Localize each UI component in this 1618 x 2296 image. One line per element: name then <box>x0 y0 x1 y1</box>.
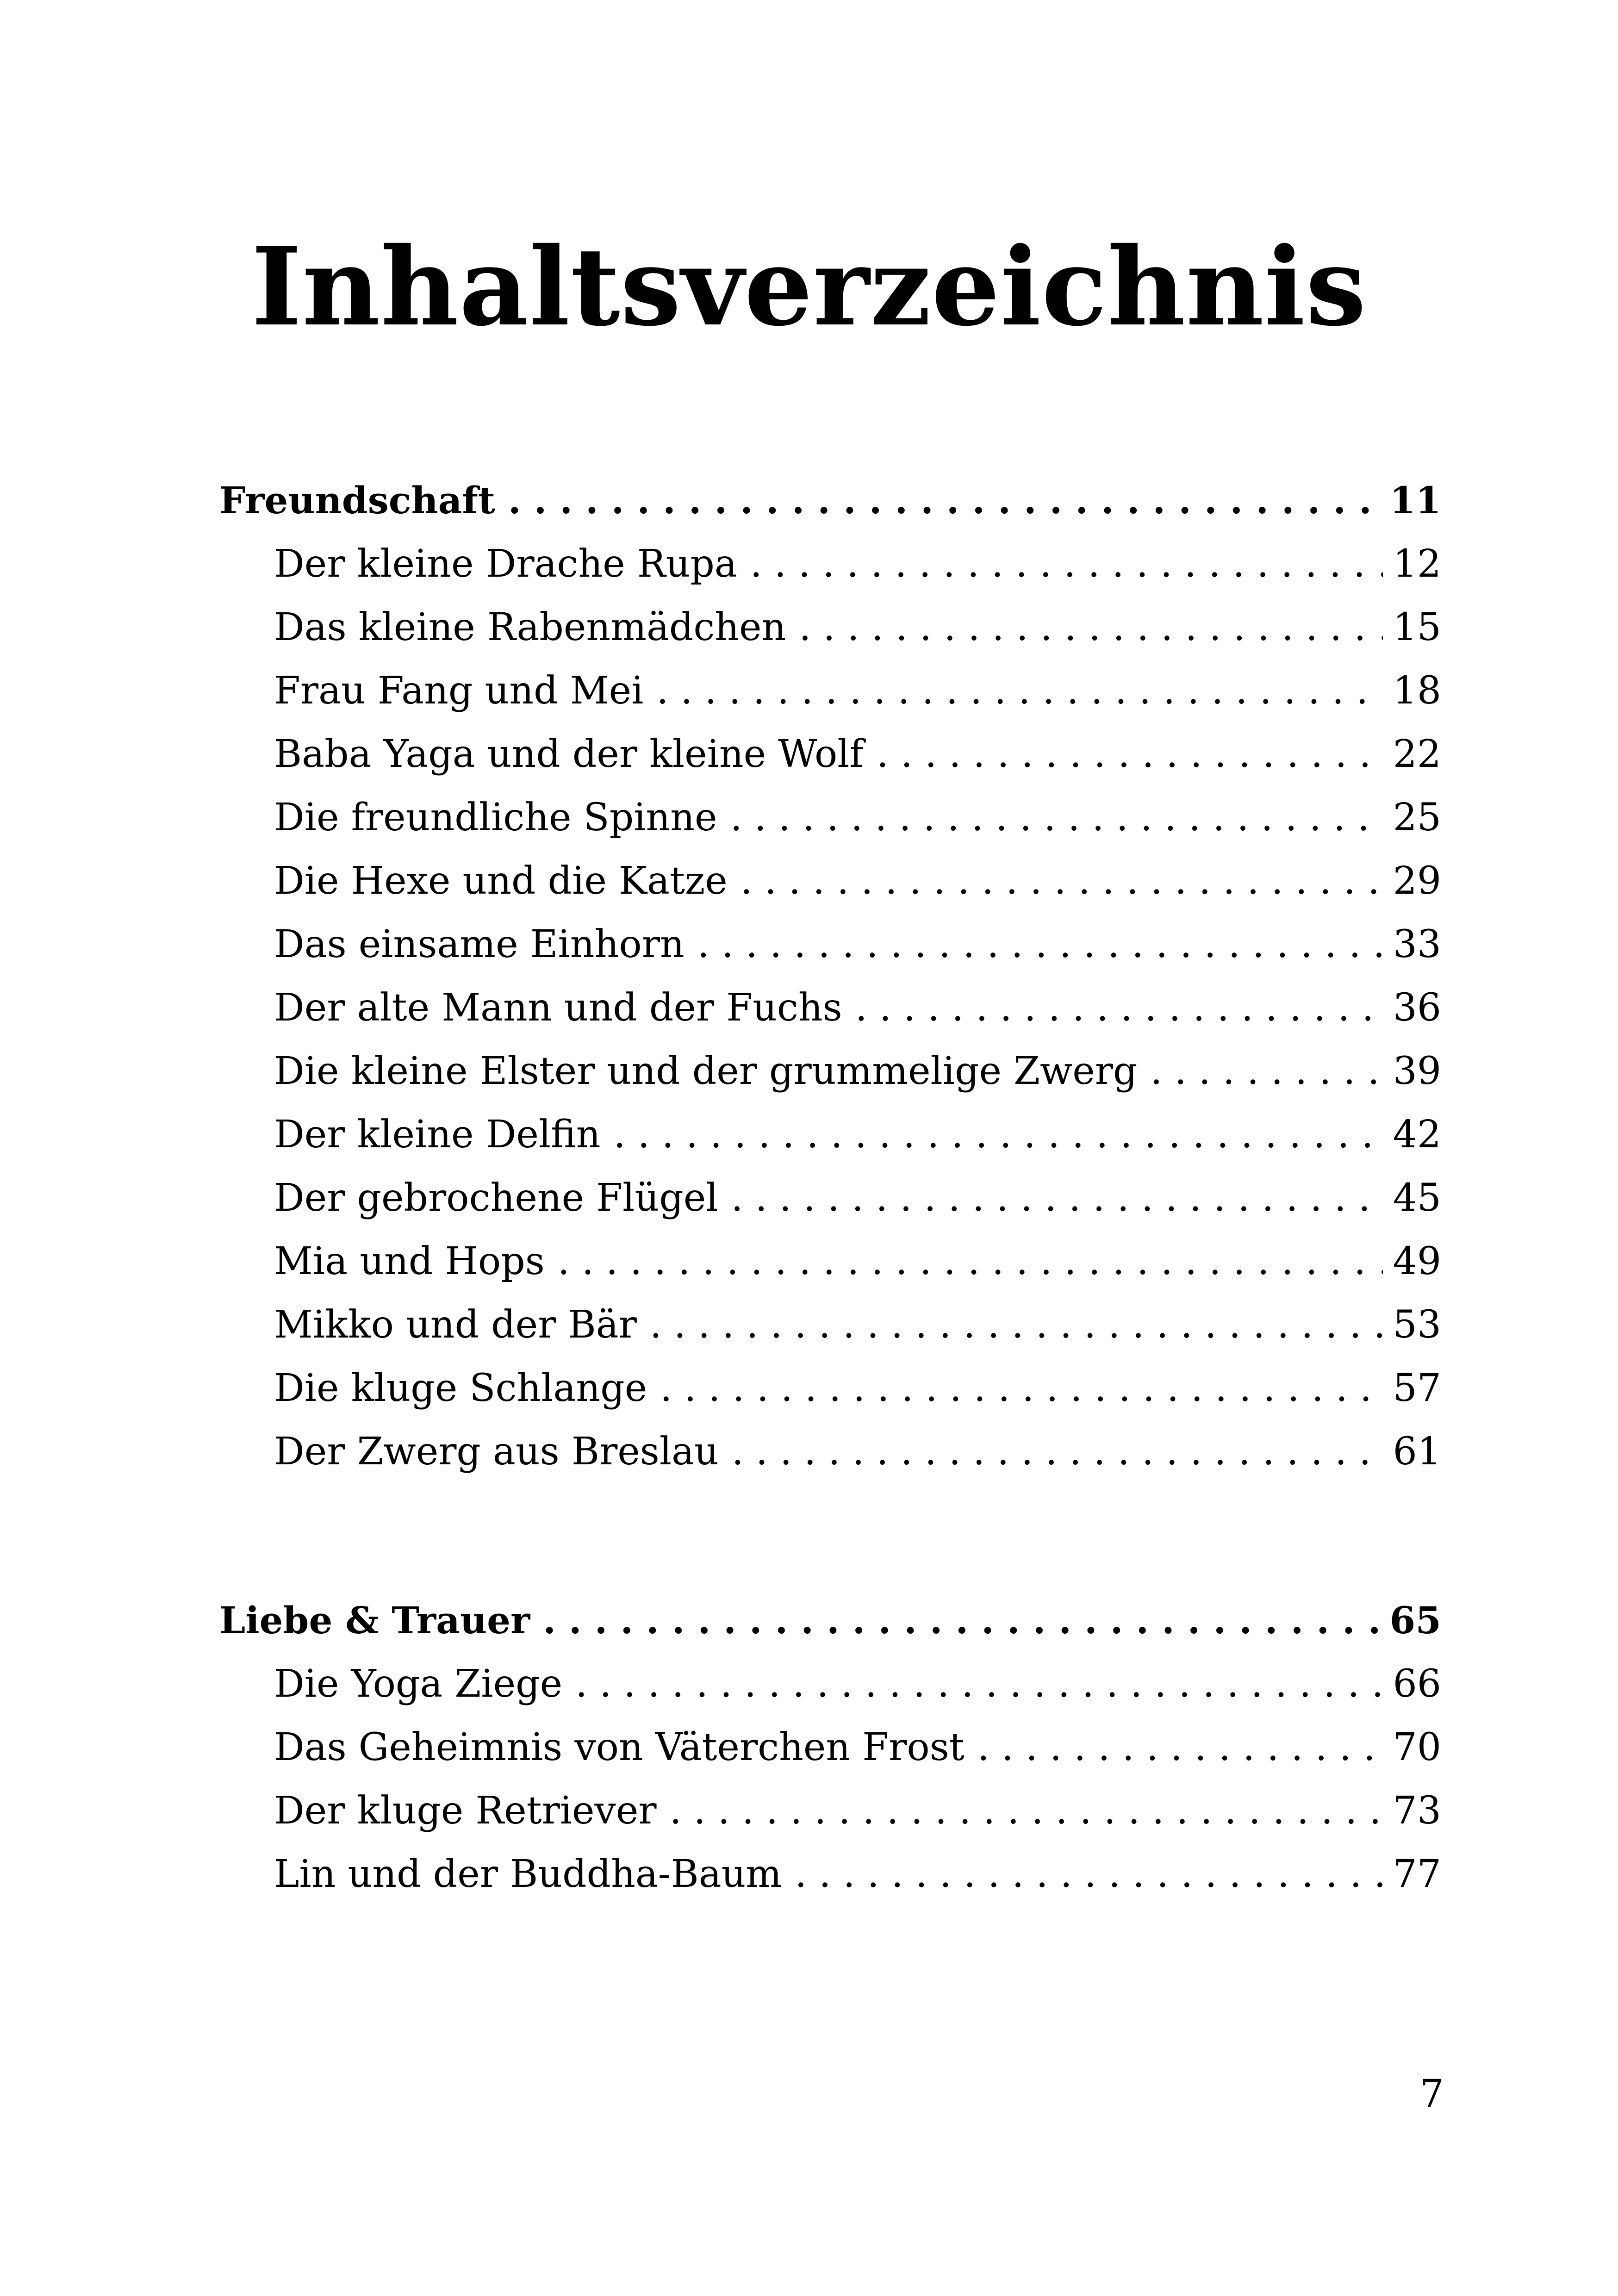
toc-entry[interactable] <box>219 1420 1441 1483</box>
toc-section-freundschaft <box>219 469 1441 1483</box>
toc-entry[interactable] <box>219 1356 1441 1420</box>
toc-entry-label: Der kleine Delfin <box>274 1113 601 1157</box>
dot-leader <box>795 1842 1382 1906</box>
toc-entry-label: Die Yoga Ziege <box>274 1662 563 1706</box>
toc-entry-label: Das einsame Einhorn <box>274 922 685 966</box>
page-number: 7 <box>1419 2072 1444 2116</box>
toc-entry-page: 73 <box>1393 1789 1441 1833</box>
toc-entry-label: Die freundliche Spinne <box>274 796 717 840</box>
toc-entry-label: Der kluge Retriever <box>274 1789 657 1833</box>
dot-leader <box>650 1293 1383 1356</box>
toc-entry-label: Das Geheimnis von Väterchen Frost <box>274 1725 965 1769</box>
dot-leader <box>731 1166 1382 1230</box>
toc-entry-page: 45 <box>1393 1176 1441 1220</box>
toc-entry[interactable] <box>219 1779 1441 1842</box>
toc-entry-page: 53 <box>1393 1303 1441 1347</box>
toc-entry[interactable] <box>219 722 1441 786</box>
dot-leader <box>741 849 1383 913</box>
toc-entry-page: 33 <box>1393 922 1441 966</box>
toc-entry-label: Baba Yaga und der kleine Wolf <box>274 732 864 776</box>
toc-entry-label: Lin und der Buddha-Baum <box>274 1852 782 1896</box>
toc-entry-page: 12 <box>1393 542 1441 586</box>
toc-entry-page: 61 <box>1393 1430 1441 1474</box>
toc-entry-label: Mikko und der Bär <box>274 1303 637 1347</box>
toc-heading-label: Freundschaft <box>219 479 495 522</box>
dot-leader <box>558 1230 1383 1293</box>
toc-entry-label: Die kleine Elster und der grummelige Zwerg <box>274 1049 1138 1093</box>
toc-entry-label: Mia und Hops <box>274 1239 545 1283</box>
toc-entry-page: 66 <box>1393 1662 1441 1706</box>
toc-entry-page: 29 <box>1393 859 1441 903</box>
dot-leader <box>614 1103 1383 1166</box>
toc-entry-label: Der kleine Drache Rupa <box>274 542 737 586</box>
toc-entry[interactable] <box>219 659 1441 722</box>
toc-entry-label: Die Hexe und die Katze <box>274 859 728 903</box>
dot-leader <box>508 469 1380 532</box>
toc-entry-label: Der gebrochene Flügel <box>274 1176 718 1220</box>
toc-entry[interactable] <box>219 1103 1441 1166</box>
dot-leader <box>543 1589 1379 1652</box>
toc-entry-page: 77 <box>1393 1852 1441 1896</box>
dot-leader <box>799 596 1382 659</box>
toc-entry-page: 70 <box>1393 1725 1441 1769</box>
toc-section-liebe-trauer <box>219 1589 1441 1906</box>
toc-entry-label: Frau Fang und Mei <box>274 669 644 713</box>
toc-entry[interactable] <box>219 849 1441 913</box>
dot-leader <box>697 913 1383 976</box>
toc-heading-label: Liebe & Trauer <box>219 1599 530 1642</box>
toc-entry-page: 22 <box>1393 732 1441 776</box>
toc-entry-page: 18 <box>1393 669 1441 713</box>
toc-entry-label: Der Zwerg aus Breslau <box>274 1430 719 1474</box>
toc-entry-page: 39 <box>1393 1049 1441 1093</box>
toc-entry-label: Die kluge Schlange <box>274 1366 647 1410</box>
toc-entry-label: Das kleine Rabenmädchen <box>274 605 786 649</box>
toc-entry-page: 57 <box>1393 1366 1441 1410</box>
toc-entry[interactable] <box>219 1166 1441 1230</box>
dot-leader <box>730 786 1383 849</box>
toc-entry[interactable] <box>219 596 1441 659</box>
dot-leader <box>877 722 1383 786</box>
toc-entry[interactable] <box>219 913 1441 976</box>
dot-leader <box>732 1420 1383 1483</box>
toc-entry[interactable] <box>219 1652 1441 1716</box>
dot-leader <box>660 1356 1382 1420</box>
toc-heading-page: 11 <box>1389 479 1441 522</box>
toc-entry-label: Der alte Mann und der Fuchs <box>274 986 842 1030</box>
toc-entry-page: 15 <box>1393 605 1441 649</box>
dot-leader <box>575 1652 1383 1716</box>
dot-leader <box>855 976 1383 1039</box>
toc-entry[interactable] <box>219 1842 1441 1906</box>
toc-entry[interactable] <box>219 1039 1441 1103</box>
dot-leader <box>656 659 1382 722</box>
toc-entry[interactable] <box>219 786 1441 849</box>
toc-entry[interactable] <box>219 1230 1441 1293</box>
toc-entry-page: 42 <box>1393 1113 1441 1157</box>
toc-entry-page: 49 <box>1393 1239 1441 1283</box>
toc-entry[interactable] <box>219 976 1441 1039</box>
dot-leader <box>977 1716 1383 1779</box>
toc-entry[interactable] <box>219 1716 1441 1779</box>
page-title: Inhaltsverzeichnis <box>251 224 1367 350</box>
toc-entry[interactable] <box>219 532 1441 596</box>
toc-section-heading[interactable] <box>219 469 1441 532</box>
toc-entry[interactable] <box>219 1293 1441 1356</box>
dot-leader <box>1150 1039 1382 1103</box>
dot-leader <box>750 532 1383 596</box>
dot-leader <box>670 1779 1383 1842</box>
toc-entry-page: 25 <box>1393 796 1441 840</box>
toc-entry-page: 36 <box>1393 986 1441 1030</box>
toc-section-heading[interactable] <box>219 1589 1441 1652</box>
toc-heading-page: 65 <box>1389 1599 1441 1642</box>
